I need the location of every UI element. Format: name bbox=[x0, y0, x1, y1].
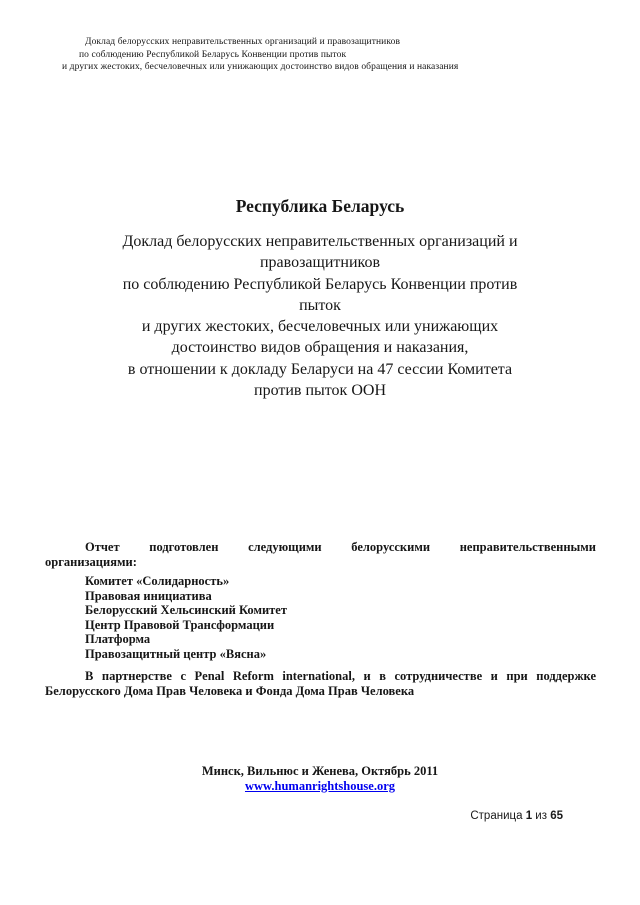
organization-item: Правозащитный центр «Вясна» bbox=[85, 646, 267, 661]
organization-item: Комитет «Солидарность» bbox=[85, 574, 230, 588]
current-page-number: 1 bbox=[525, 810, 533, 822]
partnership-line: Белорусского Дома Прав Человека и Фонда Дома Прав Человека bbox=[45, 683, 415, 698]
subtitle-line: достоинство видов обращения и наказания, bbox=[171, 339, 469, 357]
document-subtitle bbox=[40, 231, 600, 401]
place-date-text: Минск, Вильнюс и Женева, Октябрь 2011 bbox=[201, 764, 439, 778]
partnership-section bbox=[45, 669, 596, 698]
organization-list bbox=[45, 574, 596, 661]
subtitle-line: правозащитников bbox=[259, 254, 381, 272]
header-note-line: Доклад белорусских неправительственных организаций и правозащитников bbox=[85, 37, 401, 47]
prepared-by-intro-line: Отчет подготовлен следующими белорусскими неправительственными bbox=[85, 540, 596, 554]
partnership-line: В партнерстве с Penal Reform international, и в сотрудничестве и при поддержке bbox=[85, 669, 596, 683]
total-pages-number: 65 bbox=[550, 810, 563, 822]
page-number-indicator bbox=[470, 810, 563, 822]
subtitle-line: в отношении к докладу Беларуси на 47 сессии Комитета bbox=[127, 360, 513, 378]
subtitle-line: и других жестоких, бесчеловечных или унижающих bbox=[141, 318, 499, 336]
prepared-by-section bbox=[45, 540, 596, 698]
page-title: Республика Беларусь bbox=[235, 196, 405, 216]
of-label: из bbox=[535, 810, 547, 822]
document-header-note bbox=[0, 36, 640, 74]
humanrightshouse-link[interactable]: www.humanrightshouse.org bbox=[244, 778, 396, 793]
prepared-by-intro-line: организациями: bbox=[45, 554, 137, 569]
subtitle-line: пыток bbox=[299, 296, 341, 314]
organization-item: Белорусский Хельсинский Комитет bbox=[85, 603, 287, 617]
subtitle-line: против пыток ООН bbox=[254, 382, 386, 400]
page-label: Страница bbox=[470, 810, 523, 822]
organization-item: Правовая инициатива bbox=[85, 588, 212, 603]
footer-place-date-block bbox=[0, 764, 640, 793]
subtitle-line: по соблюдению Республикой Беларусь Конвенции против bbox=[122, 275, 518, 293]
header-note-line: по соблюдению Республикой Беларусь Конвенции против пыток bbox=[79, 49, 347, 60]
subtitle-line: Доклад белорусских неправительственных организаций и bbox=[122, 233, 518, 250]
organization-item: Платформа bbox=[85, 632, 151, 646]
organization-item: Центр Правовой Трансформации bbox=[85, 617, 275, 632]
header-note-line: и других жестоких, бесчеловечных или унижающих достоинство видов обращения и наказания bbox=[62, 62, 459, 73]
